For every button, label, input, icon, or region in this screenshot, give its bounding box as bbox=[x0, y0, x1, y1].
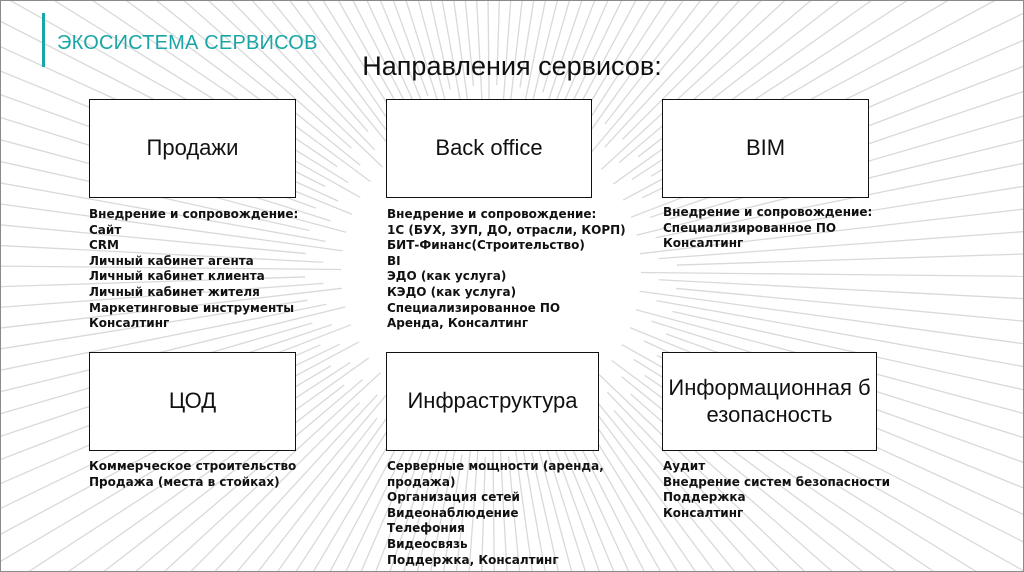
service-list-security bbox=[663, 459, 890, 521]
service-list-back-office bbox=[387, 207, 626, 332]
service-title: BIM bbox=[745, 135, 786, 161]
service-title: Продажи bbox=[146, 135, 239, 161]
list-item: Личный кабинет жителя bbox=[89, 284, 260, 299]
list-item: Внедрение систем безопасности bbox=[663, 474, 890, 489]
list-item: ЭДО (как услуга) bbox=[387, 269, 507, 284]
list-item: Специализированное ПО bbox=[663, 220, 837, 235]
list-item: Поддержка bbox=[663, 490, 746, 505]
list-item: Аудит bbox=[663, 459, 706, 473]
list-item: Консалтинг bbox=[663, 505, 744, 520]
list-item: Организация сетей bbox=[387, 490, 520, 505]
list-item: БИТ-Финанс(Строительство) bbox=[387, 238, 585, 253]
list-item: Продажа (места в стойках) bbox=[89, 474, 280, 489]
background-ray bbox=[641, 272, 1023, 279]
list-item: Внедрение и сопровождение: bbox=[89, 207, 299, 221]
service-list-bim bbox=[663, 205, 872, 252]
list-item: Личный кабинет агента bbox=[89, 253, 254, 268]
list-item: Консалтинг bbox=[663, 236, 744, 251]
list-item: КЭДО (как услуга) bbox=[387, 284, 517, 299]
list-item: Консалтинг bbox=[89, 316, 170, 331]
list-item: Коммерческое строительство bbox=[89, 459, 297, 473]
list-item: Поддержка, Консалтинг bbox=[387, 552, 559, 567]
list-item: Аренда, Консалтинг bbox=[387, 316, 529, 331]
list-item: Личный кабинет клиента bbox=[89, 269, 265, 284]
service-box-back-office bbox=[386, 99, 592, 198]
list-item: BI bbox=[387, 253, 401, 268]
list-item: Видеосвязь bbox=[387, 536, 468, 551]
list-item: Серверные мощности (аренда, продажа) bbox=[387, 459, 604, 489]
list-item: Маркетинговые инструменты bbox=[89, 300, 295, 315]
service-box-data-center bbox=[89, 352, 296, 451]
service-title: Информационная безопасность bbox=[668, 375, 871, 427]
list-item: Внедрение и сопровождение: bbox=[387, 207, 597, 221]
header-title: ЭКОСИСТЕМА СЕРВИСОВ bbox=[57, 32, 318, 54]
service-box-bim bbox=[662, 99, 869, 198]
list-item: Специализированное ПО bbox=[387, 300, 561, 315]
service-title: Инфраструктура bbox=[407, 388, 578, 414]
background-ray bbox=[659, 280, 1023, 318]
list-item: Сайт bbox=[89, 222, 122, 237]
list-item: Внедрение и сопровождение: bbox=[663, 205, 873, 219]
page-title: Направления сервисов: bbox=[362, 51, 662, 81]
service-title: Back office bbox=[435, 135, 543, 161]
service-box-sales bbox=[89, 99, 296, 198]
service-list-data-center bbox=[89, 459, 296, 490]
service-list-sales bbox=[89, 207, 298, 332]
service-box-security bbox=[662, 352, 877, 451]
service-box-infrastructure bbox=[386, 352, 599, 451]
service-title: ЦОД bbox=[168, 388, 217, 414]
list-item: CRM bbox=[89, 238, 119, 253]
list-item: 1С (БУХ, ЗУП, ДО, отрасли, КОРП) bbox=[387, 222, 626, 237]
list-item: Телефония bbox=[387, 521, 465, 536]
service-list-infrastructure bbox=[387, 459, 617, 568]
list-item: Видеонаблюдение bbox=[387, 505, 519, 520]
